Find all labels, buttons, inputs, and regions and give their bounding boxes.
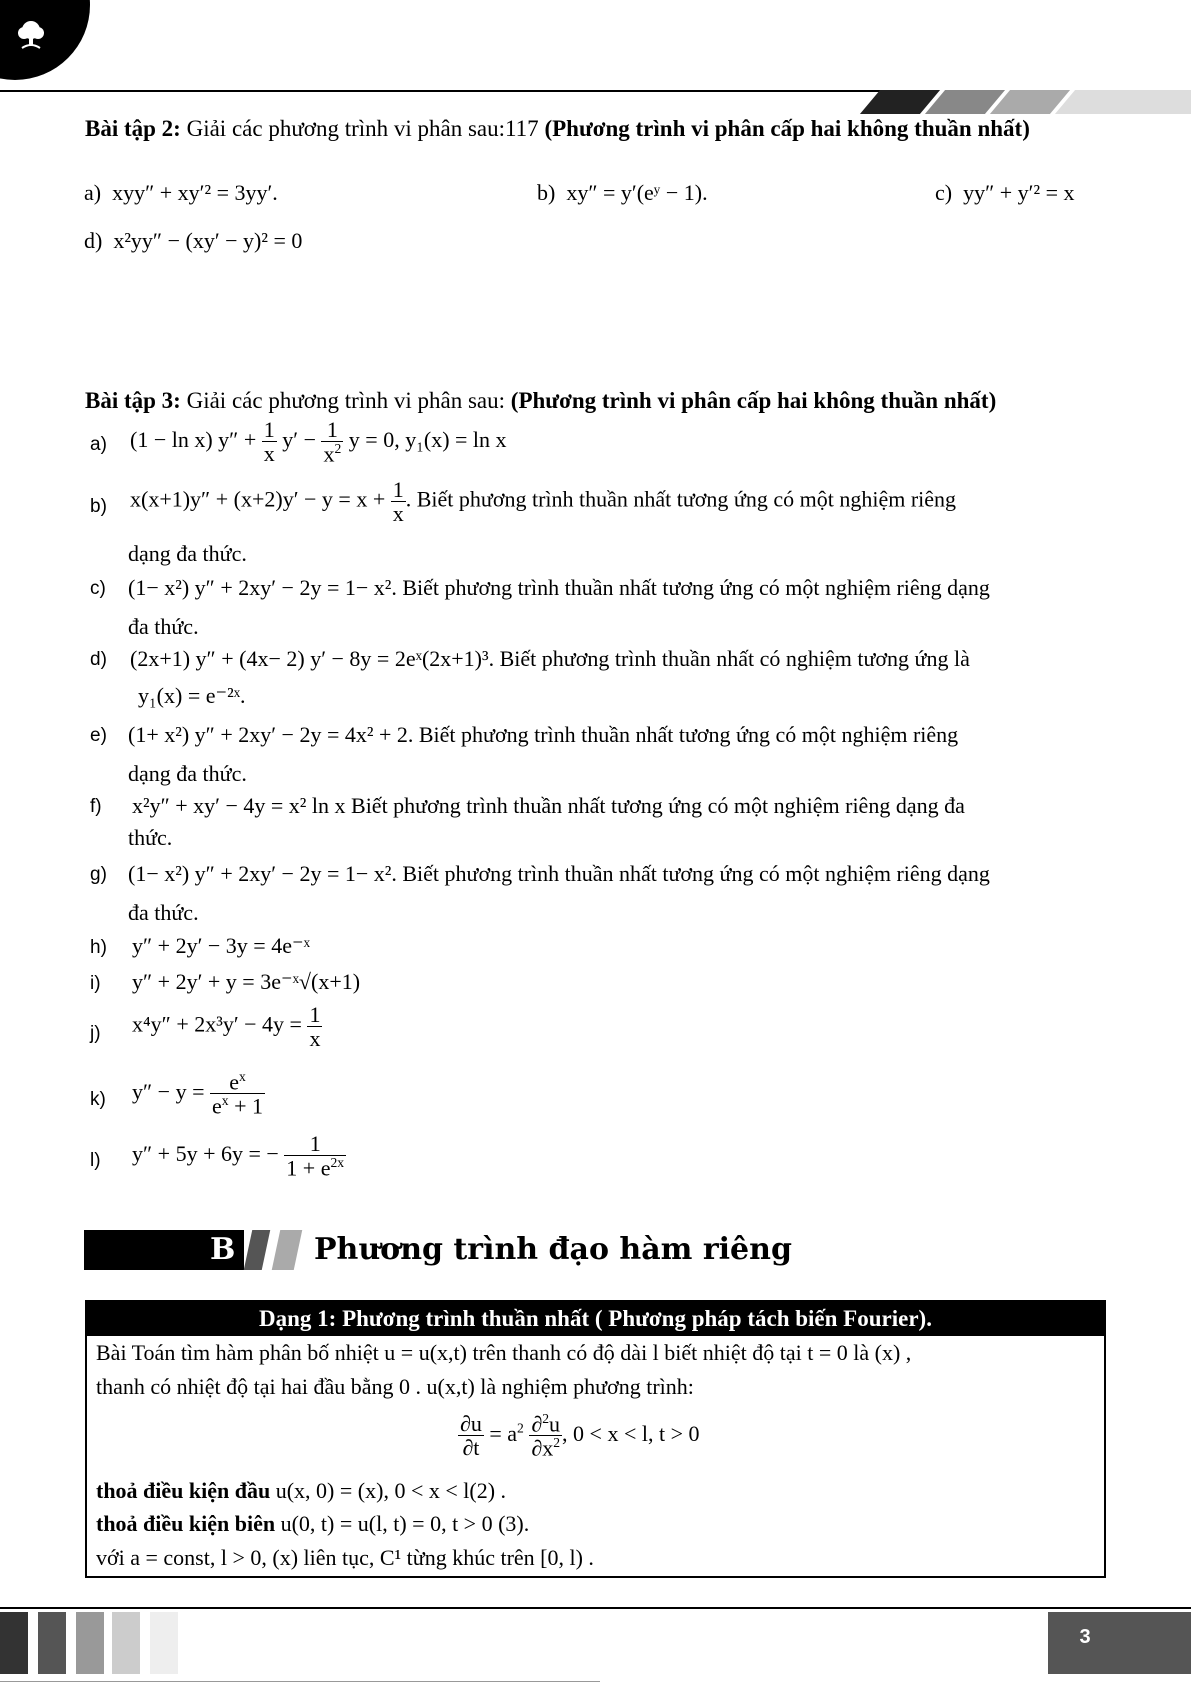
ex3-label-d: d) <box>90 649 107 670</box>
box-heat-equation: $\frac{\partial u}{\partial t}$ = $a^2$ $\frac{\partial^2u}{\partial x^2}$ , 0 < x < l, t > 0 <box>460 1411 700 1461</box>
ex3-label-l: l) <box>90 1150 101 1171</box>
section-b-stripe-2 <box>272 1230 303 1270</box>
box-boundary-condition: thoả điều kiện biên u(0, t) = u(l, t) = 0, t > 0 (3). <box>96 1511 530 1536</box>
ex3-item-h: y″ + 2y′ − 3y = 4e⁻ˣ <box>132 933 310 958</box>
ex3-label-e: e) <box>90 725 107 746</box>
ex3-label-g: g) <box>90 864 107 885</box>
ex3-item-j: x⁴y″ + 2x³y′ − 4y = $\frac{1}{x}$ <box>132 1002 321 1052</box>
section-b-letter: B <box>210 1232 236 1267</box>
footer-rule <box>0 1607 1191 1609</box>
exercise-3-title: Bài tập 3: Giải các phương trình vi phân sau: (Phương trình vi phân cấp hai không thuần nhất) <box>85 388 997 413</box>
ex3-label-a: a) <box>90 434 107 455</box>
ex3-label-f: f) <box>90 796 102 817</box>
ex2-item-b: b) xy″ = y′(eʸ − 1). <box>537 180 708 205</box>
exercise-2-title: Bài tập 2: Giải các phương trình vi phân sau:117 (Phương trình vi phân cấp hai không thuần nhất) <box>85 116 1030 141</box>
ex3-item-b: x(x+1)y″ + (x+2)y′ − y = x + $\frac{1}{x}$ . Biết phương trình thuần nhất tương ứng có một nghiệm riêng <box>130 477 957 527</box>
ex3-label-c: c) <box>90 578 106 599</box>
ex2-item-a: a) xyy″ + xy′² = 3yy′. <box>84 180 278 205</box>
ex3-item-c: (1− x²) y″ + 2xy′ − 2y = 1− x². Biết phương trình thuần nhất tương ứng có một nghiệm riêng dạng <box>128 575 990 600</box>
ex3-item-g-cont: đa thức. <box>128 900 199 925</box>
ex3-label-b: b) <box>90 496 107 517</box>
ex3-item-d: (2x+1) y″ + (4x− 2) y′ − 8y = 2eˣ(2x+1)³. Biết phương trình thuần nhất có nghiệm tương ứng là <box>130 646 970 671</box>
ex3-item-c-cont: đa thức. <box>128 614 199 639</box>
section-b-title: Phương trình đạo hàm riêng <box>314 1232 792 1267</box>
ex3-item-d-cont: y₁(x) = e⁻²ˣ. <box>138 683 246 708</box>
box-line-1: Bài Toán tìm hàm phân bố nhiệt u = u(x,t) trên thanh có độ dài l biết nhiệt độ tại t = 0 là (x) , <box>96 1340 912 1365</box>
ex3-item-e-cont: dạng đa thức. <box>128 761 247 786</box>
footer-block-2 <box>38 1612 66 1674</box>
ex3-label-j: j) <box>90 1023 101 1044</box>
ex3-label-k: k) <box>90 1089 106 1110</box>
footer-block-3 <box>76 1612 104 1674</box>
ex3-item-e: (1+ x²) y″ + 2xy′ − 2y = 4x² + 2. Biết phương trình thuần nhất tương ứng có một nghiệm riêng <box>128 722 959 747</box>
form-1-heading: Dạng 1: Phương trình thuần nhất ( Phương pháp tách biến Fourier). <box>87 1302 1104 1336</box>
tree-logo-icon <box>14 18 48 52</box>
ex3-label-h: h) <box>90 937 107 958</box>
ex3-label-i: i) <box>90 973 101 994</box>
ex3-item-f: x²y″ + xy′ − 4y = x² ln x Biết phương trình thuần nhất tương ứng có một nghiệm riêng dạng đa <box>132 793 965 818</box>
ex3-item-l: y″ + 5y + 6y = − $\frac{1}{1 + e^{2x}}$ <box>132 1131 345 1181</box>
footer-block-4 <box>112 1612 140 1674</box>
ex3-eq-a: (1 − ln x) y″ + $\frac{1}{x}$ y′ − $\frac{1}{x^2}$ y = 0, y₁(x) = ln x <box>130 417 507 467</box>
box-line-5: với a = const, l > 0, (x) liên tục, C¹ từng khúc trên [0, l) . <box>96 1545 594 1570</box>
ex3-item-i: y″ + 2y′ + y = 3e⁻ˣ√(x+1) <box>132 969 361 994</box>
ex3-item-g: (1− x²) y″ + 2xy′ − 2y = 1− x². Biết phương trình thuần nhất tương ứng có một nghiệm riêng dạng <box>128 861 990 886</box>
footer-bottom-line <box>0 1681 600 1682</box>
header-stripe-4 <box>1055 90 1191 114</box>
ex2-item-c: c) yy″ + y′² = x <box>935 180 1075 205</box>
box-line-2: thanh có nhiệt độ tại hai đầu bằng 0 . u(x,t) là nghiệm phương trình: <box>96 1374 694 1399</box>
page-number: 3 <box>1079 1626 1091 1648</box>
ex3-item-k: y″ − y = $\frac{e^x}{e^x + 1}$ <box>132 1069 263 1119</box>
header-rule <box>0 90 886 92</box>
ex2-item-d: d) x²yy″ − (xy′ − y)² = 0 <box>84 228 303 253</box>
footer-block-5 <box>150 1612 178 1674</box>
box-initial-condition: thoả điều kiện đầu u(x, 0) = (x), 0 < x < l(2) . <box>96 1478 507 1503</box>
ex3-item-f-cont: thức. <box>128 825 173 850</box>
section-b-stripe-1 <box>244 1230 271 1270</box>
footer-block-1 <box>0 1612 28 1674</box>
ex3-item-b-cont: dạng đa thức. <box>128 541 247 566</box>
